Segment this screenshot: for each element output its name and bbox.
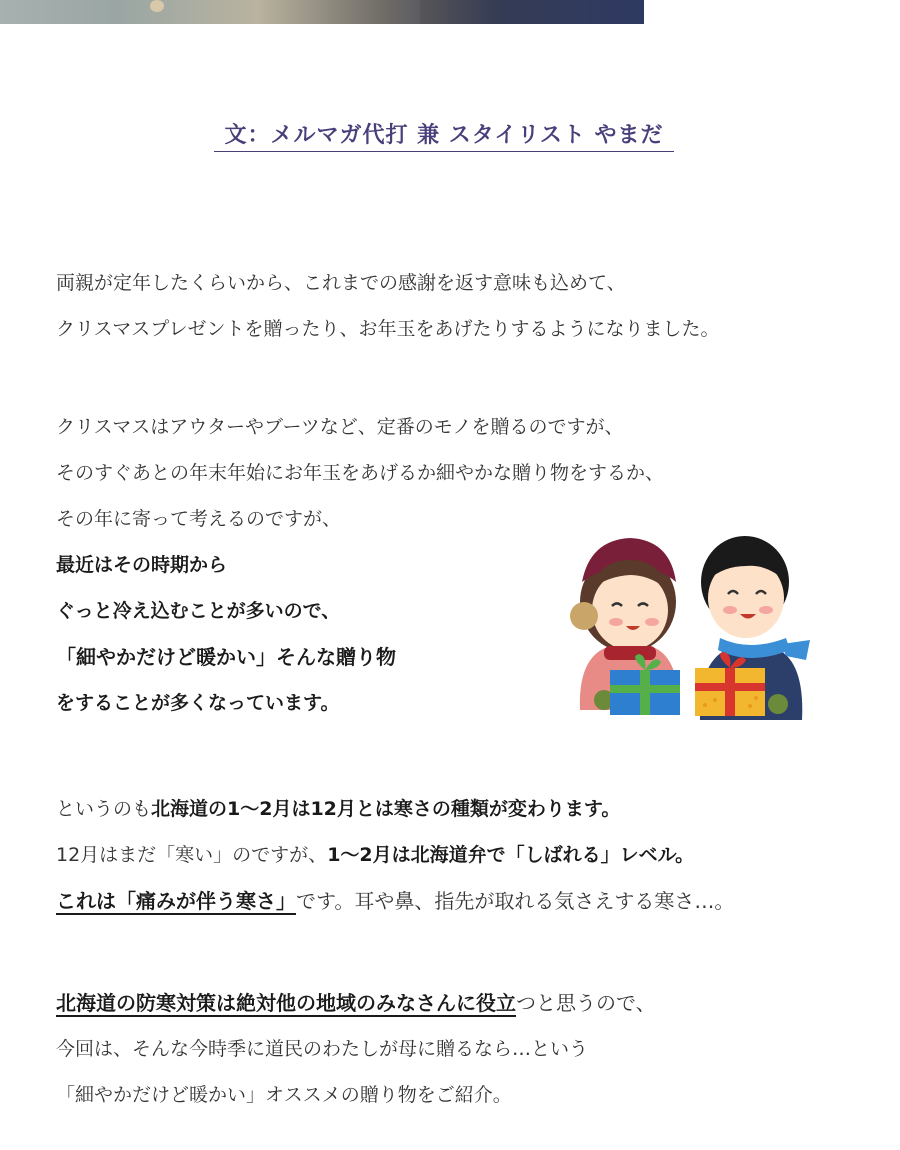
bold-text-line: 「細やかだけど暖かい」そんな贈り物 (56, 645, 396, 669)
text-segment: つと思うので、 (516, 991, 656, 1015)
closing-paragraph (56, 980, 656, 1118)
text-line: そのすぐあとの年末年始にお年玉をあげるか細やかな贈り物をするか、 (56, 462, 665, 484)
photo-shadow (420, 0, 644, 24)
intro-paragraph (56, 260, 719, 352)
bold-segment: 1〜2月は北海道弁で「しばれる」レベル。 (327, 844, 695, 866)
text-line: 両親が定年したくらいから、これまでの感謝を返す意味も込めて、 (56, 272, 626, 294)
text-line: クリスマスはアウターやブーツなど、定番のモノを贈るのですが、 (56, 416, 624, 438)
author-byline: 文：メルマガ代打 兼 スタイリスト やまだ (214, 118, 674, 152)
bold-text-line: 最近はその時期から (56, 554, 228, 576)
hokkaido-cold-paragraph (56, 786, 734, 924)
bold-text-line: ぐっと冷え込むことが多いので、 (56, 600, 341, 622)
coat-button (150, 0, 164, 12)
text-line: クリスマスプレゼントを贈ったり、お年玉をあげたりするようになりました。 (56, 318, 720, 340)
underlined-bold-segment: 北海道の防寒対策は絶対他の地域のみなさんに役立 (56, 991, 516, 1015)
text-segment: 12月はまだ「寒い」のですが、 (56, 844, 328, 866)
text-line (56, 832, 734, 878)
bold-segment: 北海道の1〜2月は12月とは寒さの種類が変わります。 (151, 798, 621, 820)
text-line: 今回は、そんな今時季に道民のわたしが母に贈るなら…という (56, 1038, 589, 1060)
gift-exchange-illustration (560, 520, 820, 735)
underlined-bold-segment: これは「痛みが伴う寒さ」 (56, 889, 296, 913)
text-line (56, 878, 734, 924)
text-segment: です。耳や鼻、指先が取れる気さえする寒さ…。 (296, 889, 735, 913)
text-segment: というのも (56, 798, 152, 820)
text-line: 「細やかだけど暖かい」オススメの贈り物をご紹介。 (56, 1084, 512, 1106)
text-line: その年に寄って考えるのですが、 (56, 508, 342, 530)
text-line (56, 786, 734, 832)
text-line (56, 980, 656, 1026)
header-photo-strip (0, 0, 644, 24)
bold-text-line: をすることが多くなっています。 (56, 692, 340, 714)
